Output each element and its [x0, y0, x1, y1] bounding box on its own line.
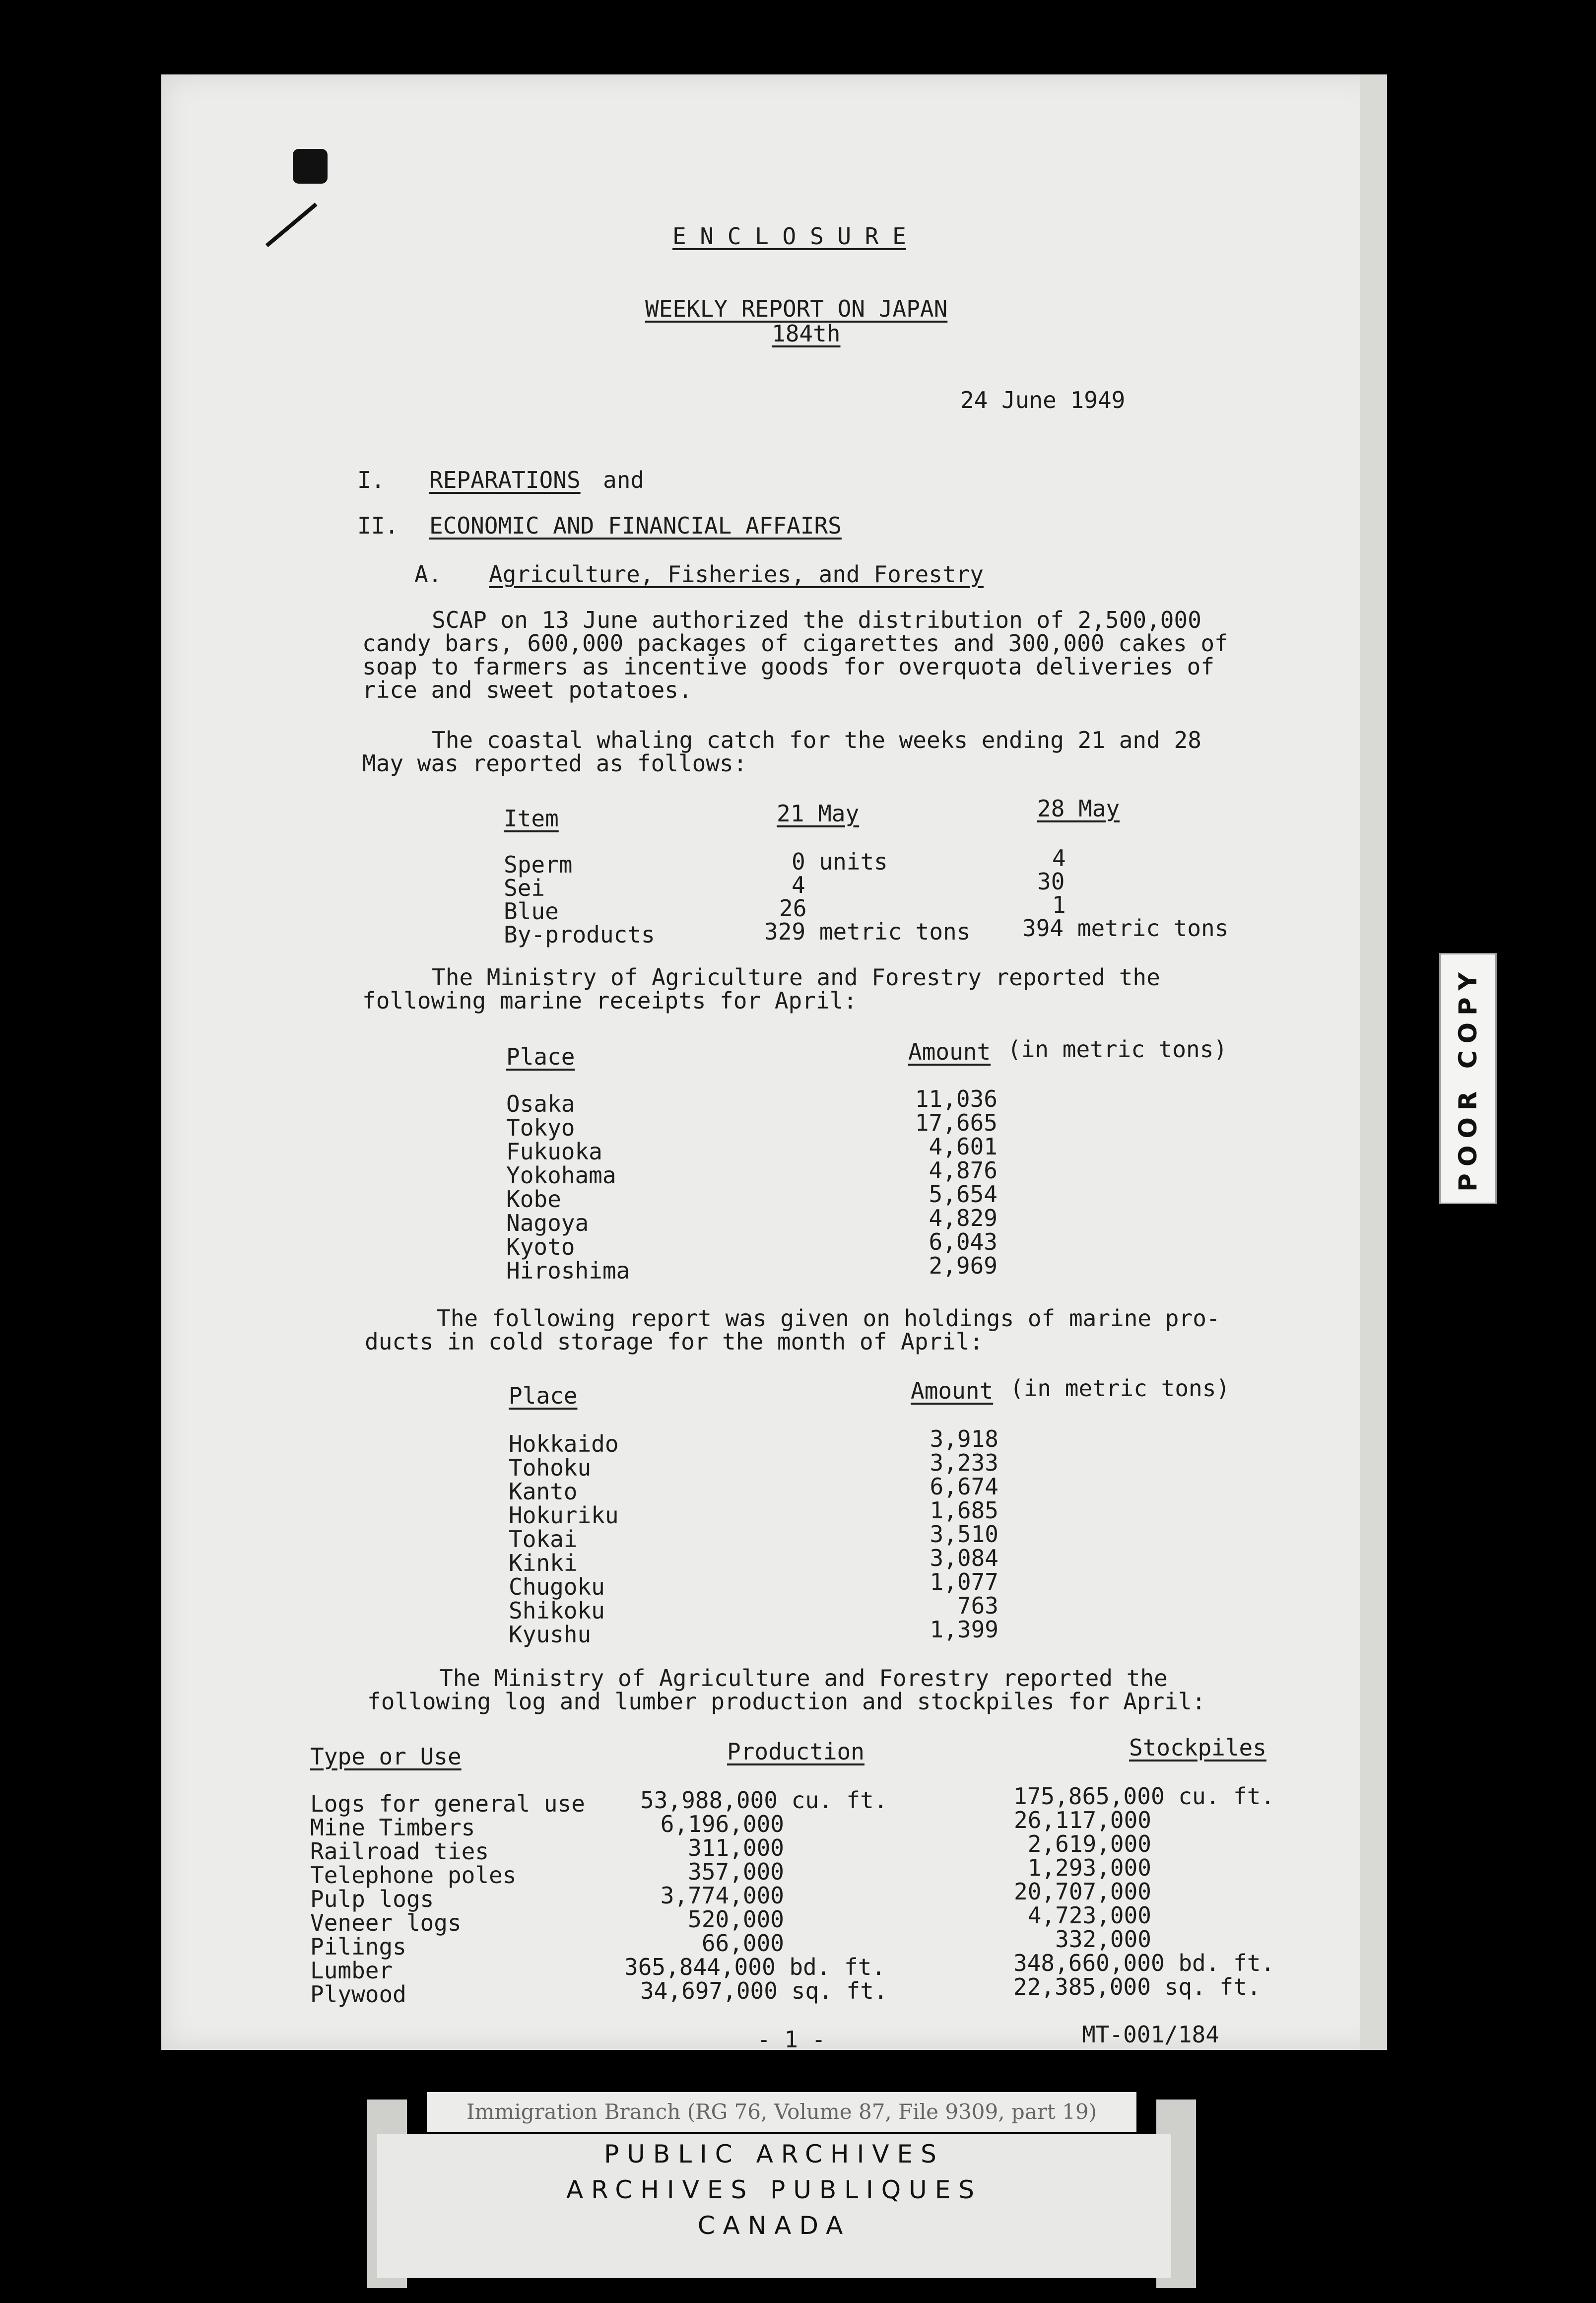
whaling-28may-value: 4 — [1052, 845, 1066, 872]
storage-place: Kanto — [509, 1478, 578, 1505]
storage-place: Tokai — [509, 1526, 578, 1553]
whaling-28may-value: 394 metric tons — [1022, 915, 1229, 942]
report-number: 184th — [772, 320, 841, 347]
lumber-stockpiles: 348,660,000 bd. ft. — [1013, 1950, 1275, 1976]
storage-place: Tohoku — [509, 1454, 592, 1481]
whaling-col-item: Item — [504, 805, 559, 832]
receipts-place: Hiroshima — [506, 1257, 630, 1284]
lumber-production: 357,000 — [688, 1858, 784, 1885]
storage-amount: 3,084 — [930, 1545, 998, 1571]
receipts-place: Nagoya — [506, 1210, 589, 1236]
whaling-21may-value: 4 — [792, 872, 805, 898]
receipts-col-place: Place — [506, 1043, 575, 1070]
lumber-type: Logs for general use — [310, 1790, 585, 1817]
lumber-production: 311,000 — [688, 1834, 784, 1861]
whaling-21may-value: 26 — [779, 895, 807, 922]
lumber-type: Veneer logs — [310, 1909, 462, 1936]
receipts-place: Fukuoka — [506, 1138, 602, 1165]
page-edge — [1360, 74, 1387, 2050]
receipts-place: Kobe — [506, 1186, 561, 1213]
para1-line: SCAP on 13 June authorized the distribution of 2,500,000 — [432, 607, 1201, 633]
lumber-col-stockpiles: Stockpiles — [1129, 1734, 1266, 1761]
report-date: 24 June 1949 — [960, 387, 1126, 413]
storage-place: Chugoku — [509, 1573, 605, 1600]
archive-label — [377, 2134, 1171, 2278]
storage-amount: 1,077 — [930, 1568, 998, 1595]
storage-place: Hokuriku — [509, 1502, 619, 1529]
storage-unit: (in metric tons) — [1010, 1375, 1230, 1402]
section-2-number: II. — [357, 512, 399, 539]
archive-source-label: Immigration Branch (RG 76, Volume 87, File 9309, part 19) — [427, 2092, 1136, 2132]
lumber-type: Telephone poles — [310, 1862, 517, 1889]
receipts-amount: 5,654 — [929, 1181, 998, 1208]
whaling-21may-value: 329 metric tons — [764, 918, 971, 945]
lumber-stockpiles: 1,293,000 — [1027, 1854, 1151, 1881]
storage-amount: 763 — [957, 1592, 998, 1619]
lumber-type: Plywood — [310, 1981, 406, 2008]
stamp-text: POOR COPY — [1454, 965, 1482, 1192]
lumber-production: 53,988,000 cu. ft. — [640, 1787, 888, 1814]
lumber-stockpiles: 22,385,000 sq. ft. — [1013, 1973, 1261, 2000]
section-a-number: A. — [414, 561, 442, 588]
lumber-col-production: Production — [727, 1738, 864, 1765]
storage-amount: 1,399 — [930, 1616, 998, 1643]
punch-hole — [293, 149, 328, 184]
lumber-col-type: Type or Use — [310, 1743, 462, 1770]
lumber-production: 3,774,000 — [660, 1882, 784, 1909]
storage-amount: 6,674 — [930, 1473, 998, 1500]
para2-line: The coastal whaling catch for the weeks ending 21 and 28 — [432, 727, 1201, 753]
lumber-stockpiles: 2,619,000 — [1027, 1830, 1151, 1857]
para2-line: May was reported as follows: — [362, 750, 747, 777]
report-title: WEEKLY REPORT ON JAPAN — [645, 295, 948, 322]
para4-line: ducts in cold storage for the month of April: — [365, 1328, 984, 1355]
storage-place: Kinki — [509, 1550, 578, 1576]
lumber-production: 6,196,000 — [660, 1811, 784, 1837]
storage-amount: 3,918 — [930, 1425, 998, 1452]
storage-col-amount: Amount — [911, 1377, 994, 1404]
section-1-and: and — [603, 467, 645, 493]
receipts-amount: 6,043 — [929, 1228, 998, 1255]
para1-line: candy bars, 600,000 packages of cigarettes and 300,000 cakes of — [362, 630, 1228, 657]
whaling-21may-value: 0 units — [792, 848, 888, 875]
lumber-type: Mine Timbers — [310, 1814, 475, 1841]
lumber-type: Pulp logs — [310, 1886, 434, 1912]
lumber-production: 66,000 — [701, 1930, 784, 1957]
whaling-item: Sperm — [504, 851, 573, 878]
lumber-production: 520,000 — [688, 1906, 784, 1933]
receipts-amount: 4,601 — [929, 1133, 998, 1160]
para1-line: soap to farmers as incentive goods for overquota deliveries of — [362, 653, 1215, 680]
whaling-28may-value: 30 — [1037, 868, 1065, 895]
lumber-stockpiles: 4,723,000 — [1027, 1902, 1151, 1929]
whaling-28may-value: 1 — [1052, 891, 1066, 918]
para5-line: following log and lumber production and stockpiles for April: — [367, 1688, 1206, 1715]
lumber-type: Lumber — [310, 1957, 393, 1984]
archive-line-3: CANADA — [697, 2211, 851, 2240]
storage-place: Shikoku — [509, 1597, 605, 1624]
lumber-stockpiles: 332,000 — [1055, 1926, 1151, 1953]
storage-col-place: Place — [509, 1382, 578, 1409]
receipts-amount: 4,829 — [929, 1205, 998, 1231]
receipts-col-amount: Amount — [908, 1038, 991, 1065]
para3-line: following marine receipts for April: — [362, 987, 857, 1014]
page-number: - 1 - — [757, 2026, 826, 2053]
lumber-type: Railroad ties — [310, 1838, 489, 1865]
storage-place: Kyushu — [509, 1621, 592, 1648]
para4-line: The following report was given on holdings of marine pro- — [437, 1305, 1220, 1332]
receipts-place: Tokyo — [506, 1114, 575, 1141]
archive-line-1: PUBLIC ARCHIVES — [604, 2140, 944, 2168]
whaling-item: Blue — [504, 898, 559, 925]
lumber-production: 34,697,000 sq. ft. — [640, 1977, 888, 2004]
storage-place: Hokkaido — [509, 1430, 619, 1457]
section-2-title: ECONOMIC AND FINANCIAL AFFAIRS — [429, 512, 842, 539]
lumber-stockpiles: 175,865,000 cu. ft. — [1013, 1783, 1275, 1810]
poor-copy-stamp — [1439, 953, 1497, 1204]
section-1-title: REPARATIONS — [429, 467, 581, 493]
receipts-unit: (in metric tons) — [1007, 1036, 1228, 1063]
whaling-col-21may: 21 May — [777, 800, 860, 827]
archive-line-2: ARCHIVES PUBLIQUES — [566, 2175, 983, 2204]
receipts-amount: 2,969 — [929, 1252, 998, 1279]
lumber-type: Pilings — [310, 1933, 406, 1960]
storage-amount: 3,510 — [930, 1521, 998, 1548]
section-a-title: Agriculture, Fisheries, and Forestry — [489, 561, 984, 588]
lumber-stockpiles: 20,707,000 — [1014, 1878, 1151, 1905]
enclosure-heading: E N C L O S U R E — [672, 223, 906, 250]
para1-line: rice and sweet potatoes. — [362, 677, 692, 703]
storage-amount: 3,233 — [930, 1449, 998, 1476]
para5-line: The Ministry of Agriculture and Forestry reported the — [439, 1665, 1168, 1692]
receipts-amount: 17,665 — [915, 1109, 998, 1136]
receipts-amount: 11,036 — [915, 1085, 998, 1112]
section-1-number: I. — [357, 467, 385, 493]
receipts-amount: 4,876 — [929, 1157, 998, 1184]
receipts-place: Yokohama — [506, 1162, 616, 1189]
whaling-item: Sei — [504, 875, 545, 901]
receipts-place: Kyoto — [506, 1233, 575, 1260]
lumber-stockpiles: 26,117,000 — [1014, 1807, 1151, 1833]
receipts-place: Osaka — [506, 1090, 575, 1117]
document-reference: MT-001/184 — [1082, 2021, 1219, 2048]
storage-amount: 1,685 — [930, 1497, 998, 1524]
para3-line: The Ministry of Agriculture and Forestry reported the — [432, 964, 1160, 991]
whaling-item: By-products — [504, 921, 655, 948]
lumber-production: 365,844,000 bd. ft. — [624, 1954, 886, 1980]
whaling-col-28may: 28 May — [1037, 795, 1120, 822]
